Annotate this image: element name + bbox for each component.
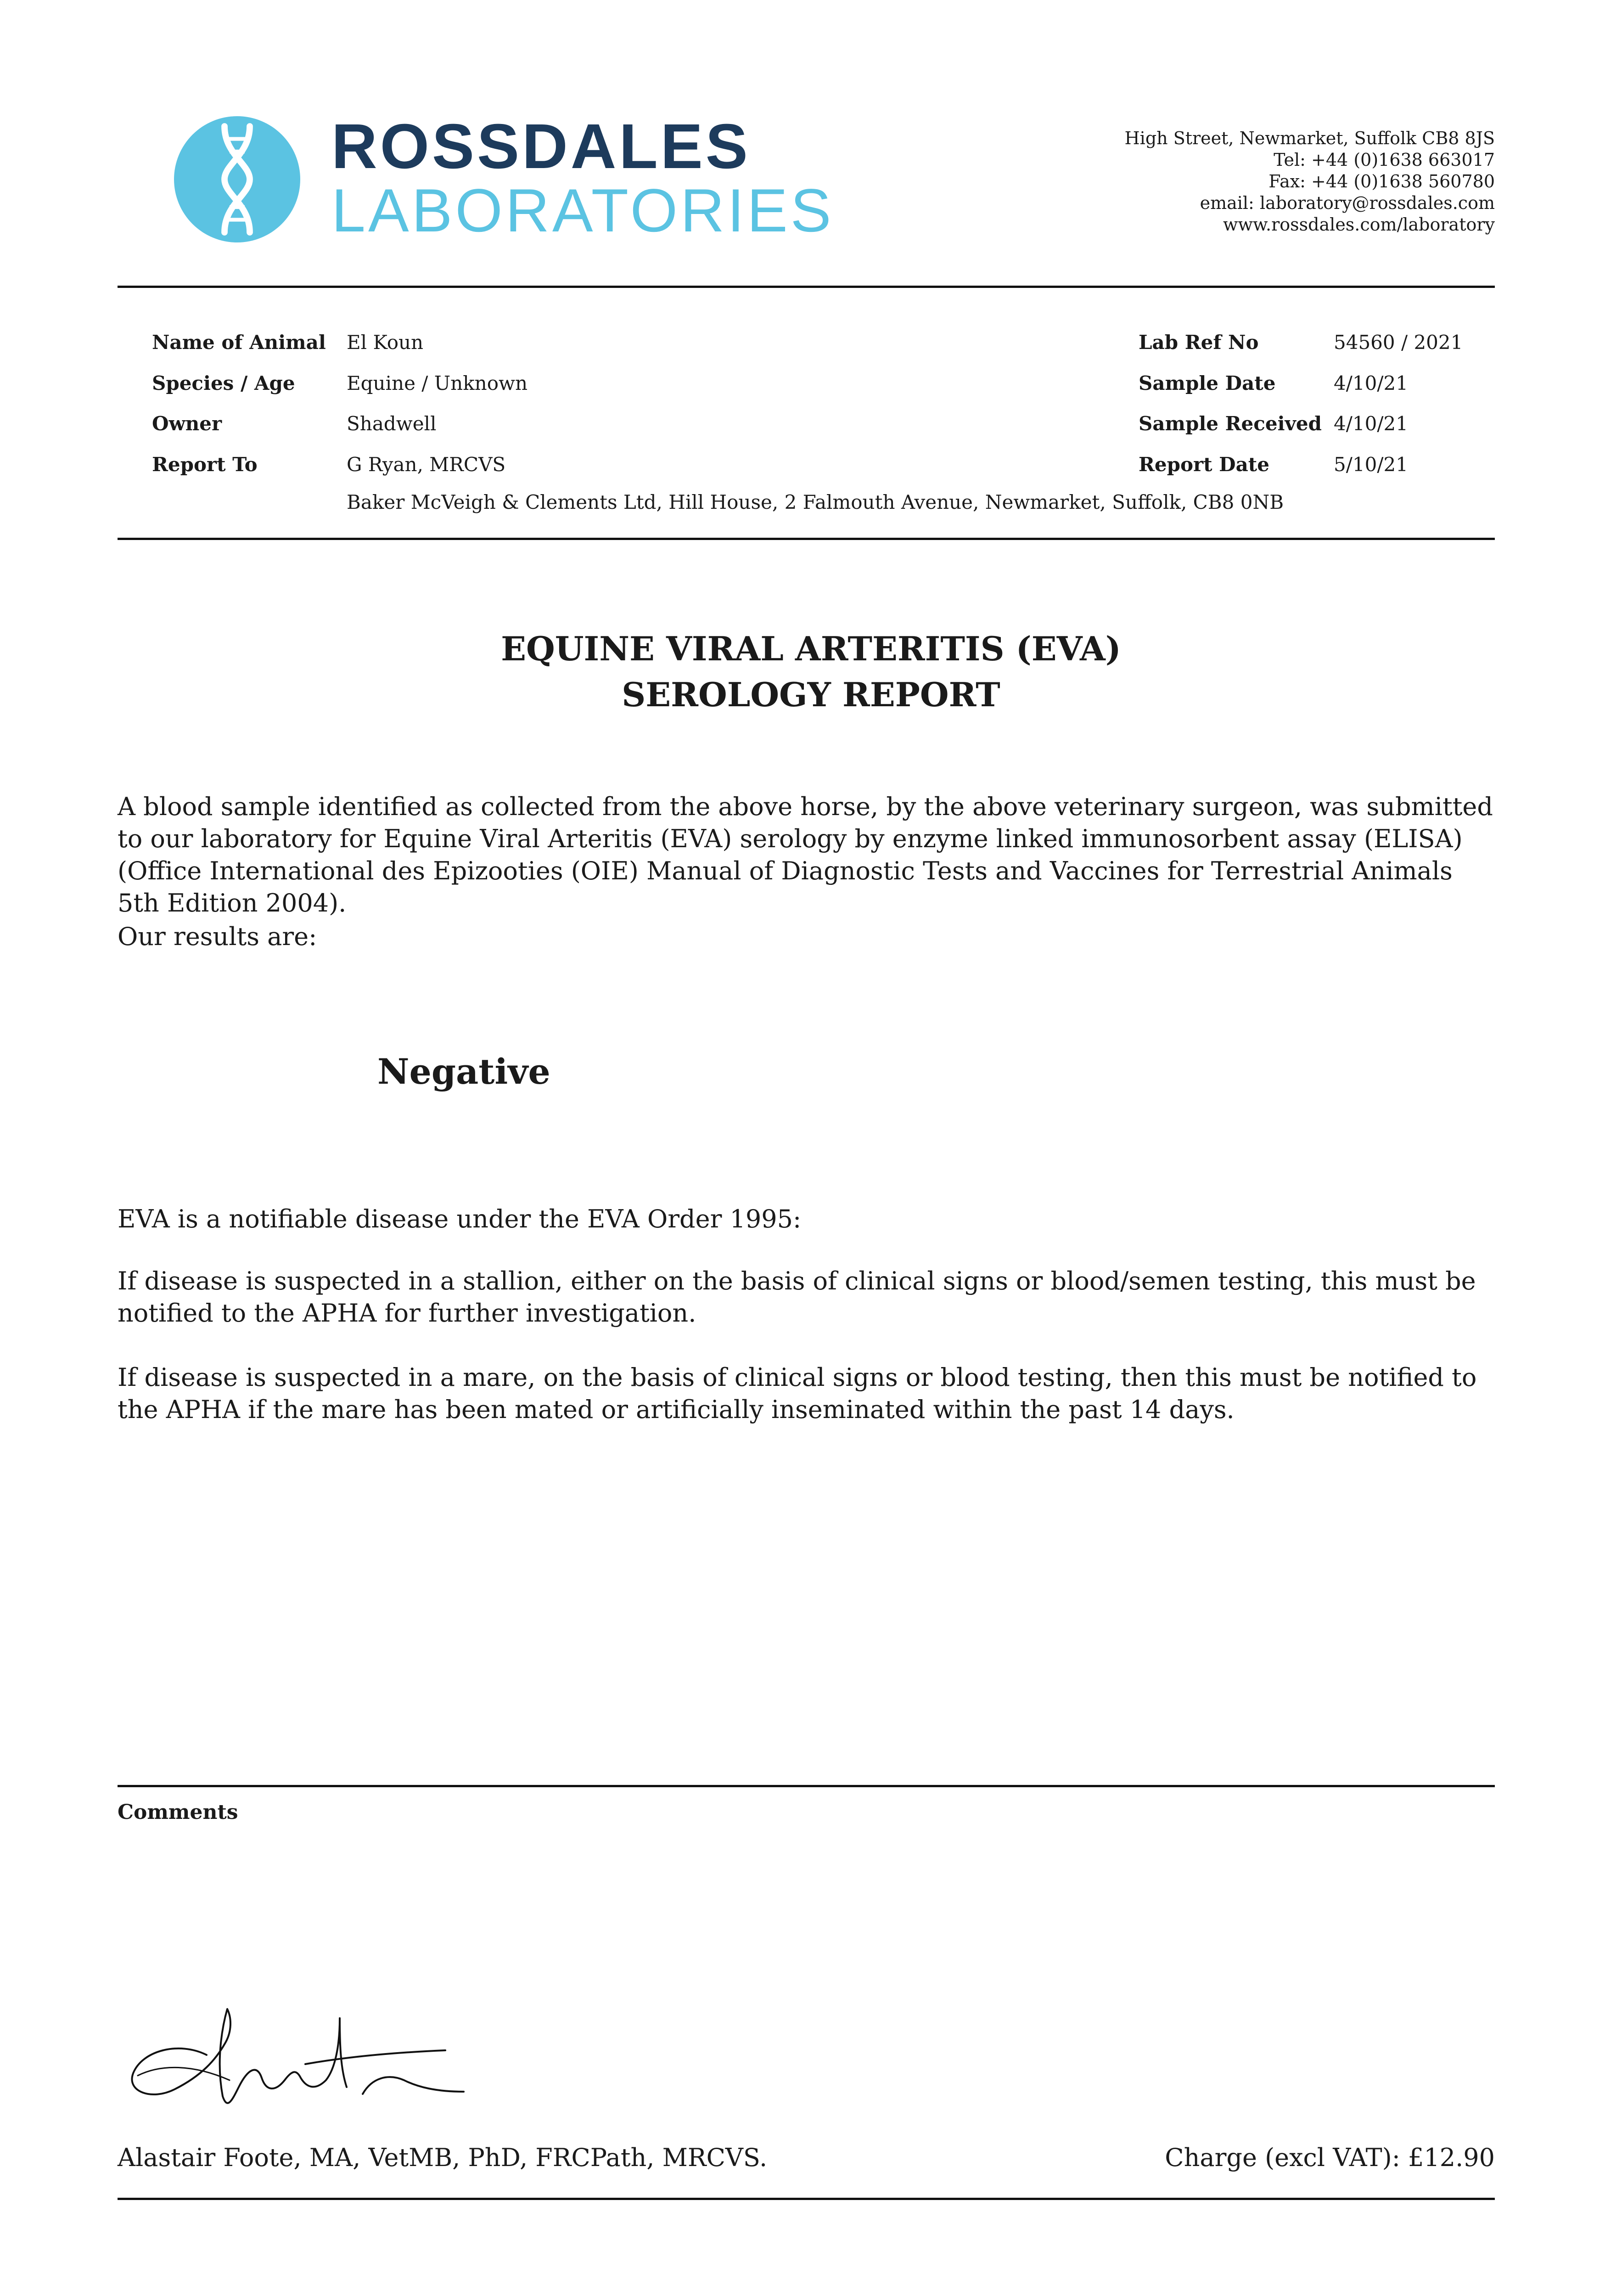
value-report-to-address: Baker McVeigh & Clements Ltd, Hill House, 2 Falmouth Avenue, Newmarket, Suffolk, CB8 0NB [347,491,1284,513]
value-lab-ref-no: 54560 / 2021 [1334,331,1463,354]
email[interactable]: email: laboratory@rossdales.com [1200,193,1495,213]
test-result: Negative [377,1051,550,1092]
contact-block [1125,128,1495,236]
report-title-line1: EQUINE VIRAL ARTERITIS (EVA) [501,629,1121,668]
report-title-line2: SEROLOGY REPORT [622,675,1000,714]
intro-paragraph: A blood sample identified as collected from the above horse, by the above veterinary surgeon, was submitted to our laboratory for Equine Viral Arteritis (EVA) serology by enzyme linked immunosorbent assay (ELISA) (Office International des Epizooties (OIE) Manual of Diagnostic Tests and Vaccines for Terrestrial Animals 5th Edition 2004). [118,792,1493,917]
fax: Fax: +44 (0)1638 560780 [1268,171,1495,191]
mare-note: If disease is suspected in a mare, on the basis of clinical signs or blood testing, then this must be notified to the APHA if the mare has been mated or artificially inseminated within the past 14 days. [118,1363,1477,1424]
label-report-to: Report To [152,453,258,476]
footer-divider [118,2198,1495,2200]
address: High Street, Newmarket, Suffolk CB8 8JS [1124,128,1495,148]
comments-label: Comments [118,1801,238,1824]
stallion-note: If disease is suspected in a stallion, either on the basis of clinical signs or blood/semen testing, this must be notified to the APHA for further investigation. [118,1266,1476,1328]
value-name-of-animal: El Koun [347,331,424,354]
charge-amount: Charge (excl VAT): £12.90 [1165,2143,1495,2172]
value-sample-date: 4/10/21 [1334,372,1408,394]
comments-divider [118,1785,1495,1787]
value-species-age: Equine / Unknown [347,372,528,394]
value-sample-received: 4/10/21 [1334,412,1408,435]
notifiable-statement: EVA is a notifiable disease under the EVA Order 1995: [118,1204,802,1233]
signatory-name: Alastair Foote, MA, VetMB, PhD, FRCPath, MRCVS. [118,2143,768,2172]
results-intro: Our results are: [118,922,317,951]
label-name-of-animal: Name of Animal [152,331,326,354]
label-report-date: Report Date [1139,453,1269,476]
label-lab-ref-no: Lab Ref No [1139,331,1259,354]
logo-text-rossdales: ROSSDALES [331,111,751,182]
value-report-to: G Ryan, MRCVS [347,453,506,476]
value-owner: Shadwell [347,412,437,435]
header-divider [118,286,1495,288]
telephone: Tel: +44 (0)1638 663017 [1274,150,1495,170]
label-sample-date: Sample Date [1139,372,1276,394]
label-sample-received: Sample Received [1139,412,1322,435]
label-species-age: Species / Age [152,372,295,394]
value-report-date: 5/10/21 [1334,453,1408,476]
signature-image [124,2000,473,2119]
website[interactable]: www.rossdales.com/laboratory [1223,214,1495,235]
details-divider [118,538,1495,540]
logo-text-laboratories: LABORATORIES [331,177,834,245]
label-owner: Owner [152,412,222,435]
dna-helix-icon [174,116,300,242]
